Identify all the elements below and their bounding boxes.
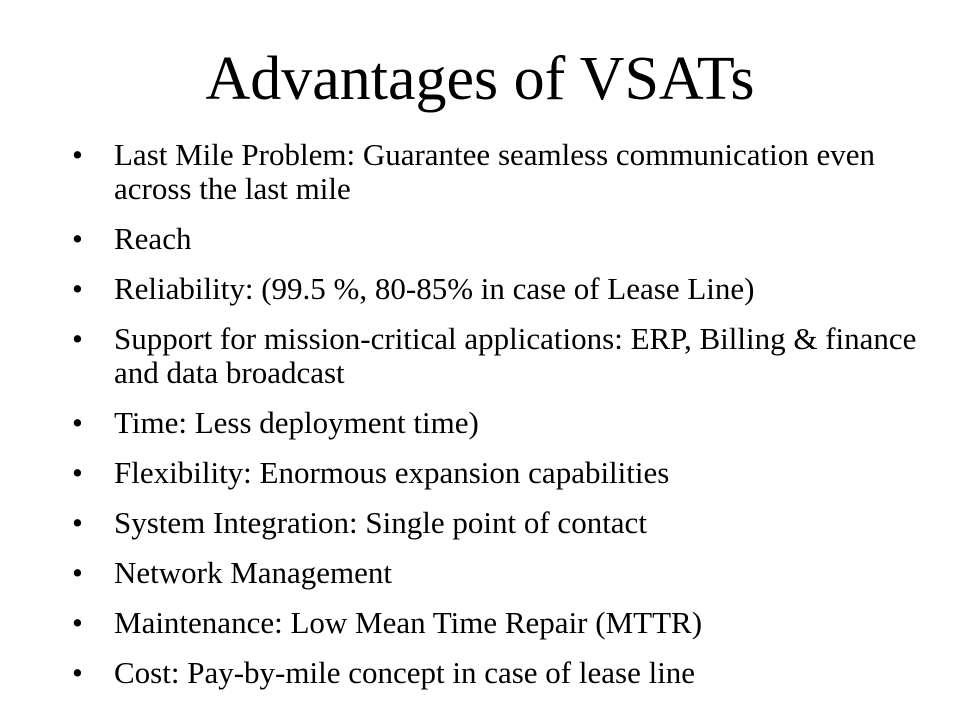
bullet-text: Last Mile Problem: Guarantee seamless communication even across the last mile xyxy=(114,137,875,206)
bullet-marker: • xyxy=(72,405,83,440)
bullet-item xyxy=(72,506,922,540)
bullet-marker: • xyxy=(72,321,83,356)
bullet-text: Maintenance: Low Mean Time Repair (MTTR) xyxy=(114,605,703,640)
bullet-text: Time: Less deployment time) xyxy=(114,405,479,440)
bullet-marker: • xyxy=(72,605,83,640)
bullet-text: System Integration: Single point of contact xyxy=(114,505,647,540)
bullet-item xyxy=(72,272,922,306)
bullet-item xyxy=(72,138,922,206)
bullet-text: Reliability: (99.5 %, 80-85% in case of Lease Line) xyxy=(114,271,755,306)
bullet-text: Flexibility: Enormous expansion capabilities xyxy=(114,455,670,490)
bullet-text: Network Management xyxy=(114,555,393,590)
bullet-item xyxy=(72,556,922,590)
bullet-marker: • xyxy=(72,505,83,540)
bullet-marker: • xyxy=(72,271,83,306)
bullet-text: Reach xyxy=(114,221,192,256)
bullet-item xyxy=(72,606,922,640)
bullet-marker: • xyxy=(72,221,83,256)
bullet-marker: • xyxy=(72,137,83,172)
bullet-item xyxy=(72,456,922,490)
bullet-item xyxy=(72,222,922,256)
bullet-text: Cost: Pay-by-mile concept in case of lease line xyxy=(114,655,696,690)
bullet-marker: • xyxy=(72,655,83,690)
bullet-list xyxy=(72,138,922,706)
bullet-marker: • xyxy=(72,555,83,590)
bullet-text: Support for mission-critical applications: ERP, Billing & finance and data broadcast xyxy=(114,321,917,390)
bullet-marker: • xyxy=(72,455,83,490)
bullet-item xyxy=(72,656,922,690)
bullet-item xyxy=(72,406,922,440)
bullet-item xyxy=(72,322,922,390)
slide-title: Advantages of VSATs xyxy=(205,45,755,113)
